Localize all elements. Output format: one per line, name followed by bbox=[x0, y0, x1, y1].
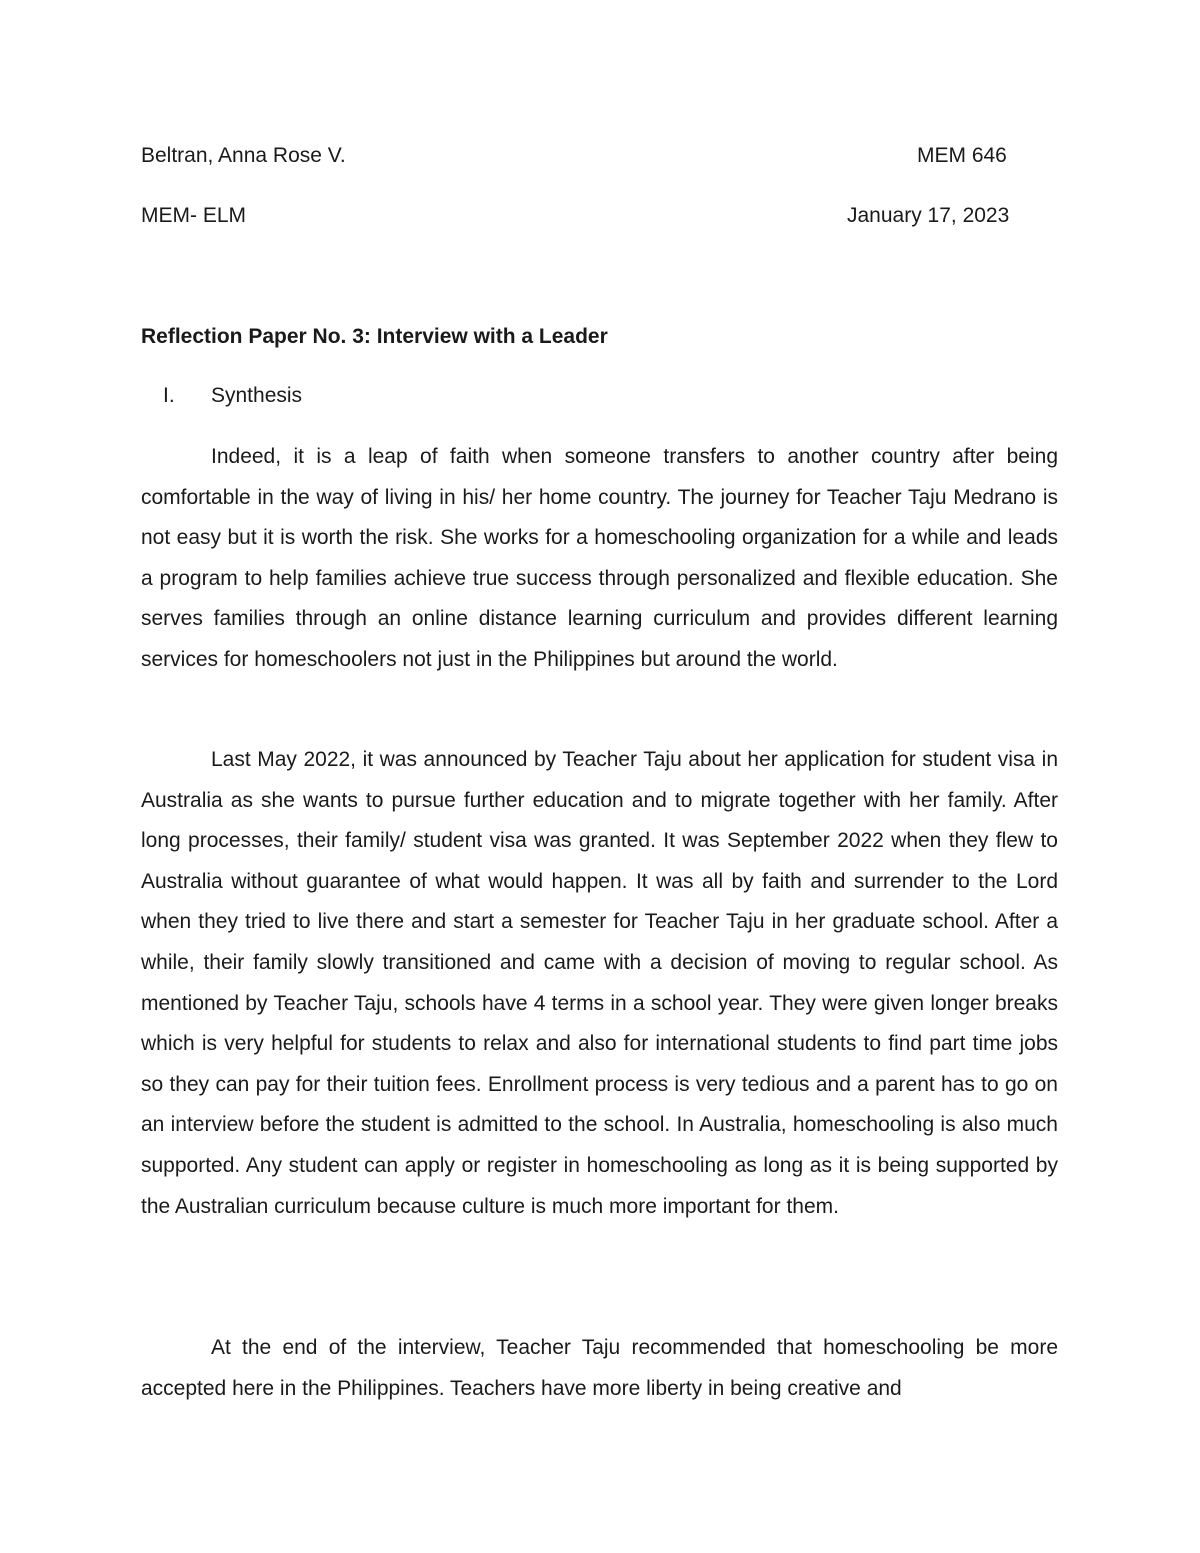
section-number: I. bbox=[163, 384, 175, 407]
paragraph: At the end of the interview, Teacher Taju recommended that homeschooling be more accepted here in the Philippines. Teachers have more liberty in being creative and bbox=[141, 1336, 1058, 1400]
paragraph: Indeed, it is a leap of faith when someone transfers to another country after being comfortable in the way of living in his/ her home country. The journey for Teacher Taju Medrano is not easy but it is worth the risk. She works for a homeschooling organization for a while and leads a program to help families achieve true success through personalized and flexible education. She serves families through an online distance learning curriculum and provides different learning services for homeschoolers not just in the Philippines but around the world. bbox=[141, 445, 1058, 671]
section-heading bbox=[141, 384, 302, 408]
course-code: MEM 646 bbox=[917, 144, 1007, 167]
section-title: Synthesis bbox=[211, 384, 303, 407]
program-name: MEM- ELM bbox=[141, 204, 246, 227]
author-name: Beltran, Anna Rose V. bbox=[141, 144, 346, 167]
paper-title: Reflection Paper No. 3: Interview with a Leader bbox=[141, 325, 608, 348]
document-date: January 17, 2023 bbox=[847, 204, 1010, 227]
paragraph: Last May 2022, it was announced by Teacher Taju about her application for student visa in Australia as she wants to pursue further education and to migrate together with her family. After long processes, their family/ student visa was granted. It was September 2022 when they flew to Australia without guarantee of what would happen. It was all by faith and surrender to the Lord when they tried to live there and start a semester for Teacher Taju in her graduate school. After a while, their family slowly transitioned and came with a decision of moving to regular school. As mentioned by Teacher Taju, schools have 4 terms in a school year. They were given longer breaks which is very helpful for students to relax and also for international students to find part time jobs so they can pay for their tuition fees. Enrollment process is very tedious and a parent has to go on an interview before the student is admitted to the school. In Australia, homeschooling is also much supported. Any student can apply or register in homeschooling as long as it is being supported by the Australian curriculum because culture is much more important for them. bbox=[141, 748, 1058, 1218]
